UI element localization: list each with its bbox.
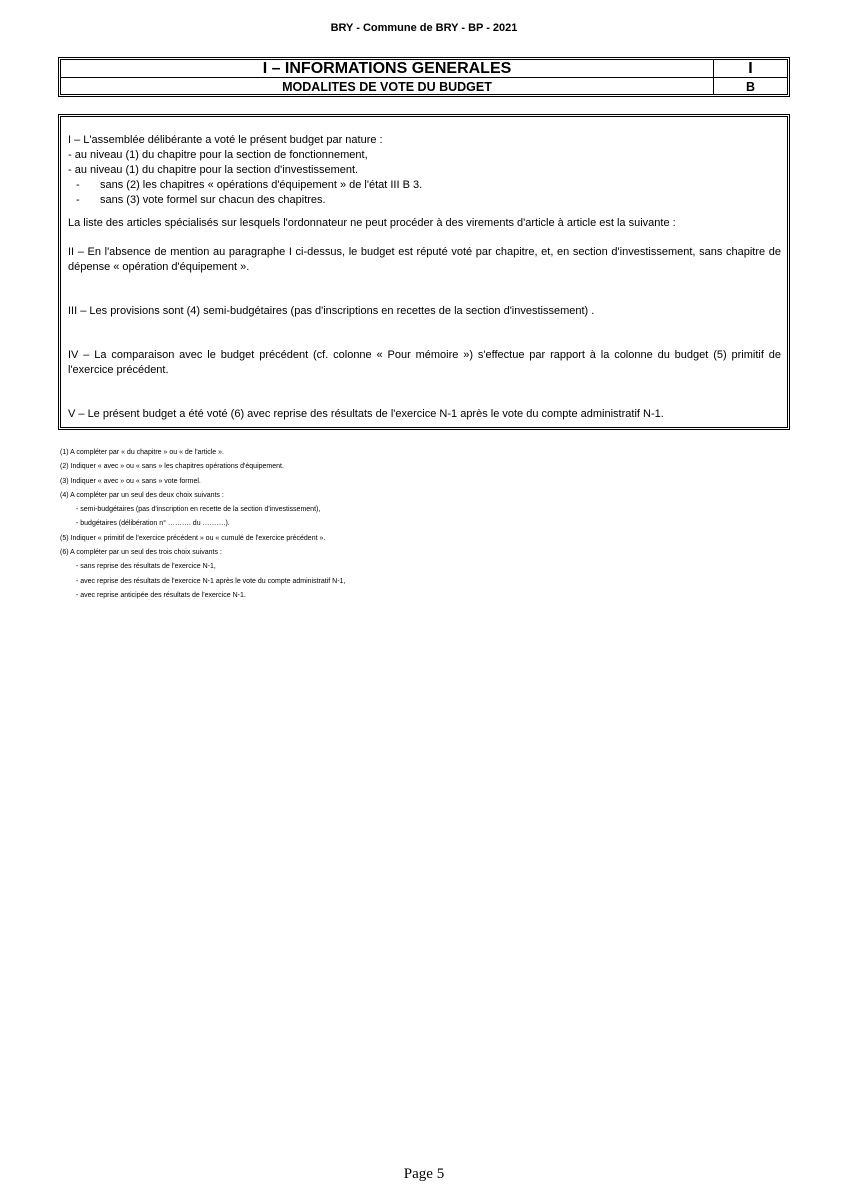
footnote-4-option-b: - budgétaires (délibération n° ………. du ……….). bbox=[76, 520, 230, 528]
subsection-code: B bbox=[745, 79, 756, 94]
page-number: Page 5 bbox=[403, 1166, 445, 1182]
paragraph-i-line-1: - au niveau (1) du chapitre pour la section de fonctionnement, bbox=[68, 149, 368, 161]
subtitle-row bbox=[61, 78, 787, 95]
paragraph-i-item-2: - sans (3) vote formel sur chacun des chapitres. bbox=[76, 194, 326, 206]
footnote-6: (6) A compléter par un seul des trois choix suivants : bbox=[60, 549, 222, 557]
footnote-2: (2) Indiquer « avec » ou « sans » les chapitres opérations d'équipement. bbox=[60, 463, 284, 471]
voting-modalities-box bbox=[58, 114, 790, 430]
paragraph-i-line-2: - au niveau (1) du chapitre pour la section d'investissement. bbox=[68, 164, 359, 176]
title-block bbox=[58, 57, 790, 97]
footnote-1: (1) A compléter par « du chapitre » ou « de l'article ». bbox=[60, 449, 224, 456]
paragraph-i-item-1-text: sans (2) les chapitres « opérations d'équipement » de l'état III B 3. bbox=[100, 179, 423, 191]
section-code: I bbox=[748, 59, 753, 77]
footnote-6-option-a: - sans reprise des résultats de l'exercice N-1, bbox=[76, 563, 216, 571]
paragraph-i-item-2-text: sans (3) vote formel sur chacun des chapitres. bbox=[100, 194, 326, 206]
footnote-5: (5) Indiquer « primitif de l'exercice précédent » ou « cumulé de l'exercice précédent ». bbox=[60, 534, 326, 542]
footnote-3: (3) Indiquer « avec » ou « sans » vote formel. bbox=[60, 477, 201, 485]
section-subtitle: MODALITES DE VOTE DU BUDGET bbox=[61, 78, 714, 95]
footnote-4: (4) A compléter par un seul des deux choix suivants : bbox=[60, 491, 224, 499]
footnote-4-option-a: - semi-budgétaires (pas d'inscription en recette de la section d'investissement), bbox=[76, 506, 321, 514]
footnotes bbox=[60, 446, 800, 603]
paragraph-i-intro: I – L'assemblée délibérante a voté le présent budget par nature : bbox=[68, 134, 383, 146]
paragraph-v: V – Le présent budget a été voté (6) avec reprise des résultats de l'exercice N-1 après le vote du compte administratif N-1. bbox=[68, 408, 664, 420]
footnote-6-option-c: - avec reprise anticipée des résultats de l'exercice N-1. bbox=[76, 591, 246, 599]
paragraph-ii: II – En l'absence de mention au paragraphe I ci-dessus, le budget est réputé voté par chapitre, et, en section d'investissement, sans chapitre de dépense « opération d'équipement ». bbox=[68, 246, 781, 273]
paragraph-iv: IV – La comparaison avec le budget précédent (cf. colonne « Pour mémoire ») s'effectue par rapport à la colonne du budget (5) primitif de l'exercice précédent. bbox=[68, 349, 781, 376]
section-title: I – INFORMATIONS GENERALES bbox=[61, 60, 714, 77]
paragraph-i-item-1: - sans (2) les chapitres « opérations d'équipement » de l'état III B 3. bbox=[76, 179, 423, 191]
specialized-articles-text: La liste des articles spécialisés sur lesquels l'ordonnateur ne peut procéder à des virements d'article à article est la suivante : bbox=[68, 217, 676, 229]
title-row bbox=[61, 60, 787, 78]
footnote-6-option-b: - avec reprise des résultats de l'exercice N-1 après le vote du compte administratif N-1, bbox=[76, 577, 346, 585]
paragraph-iii: III – Les provisions sont (4) semi-budgétaires (pas d'inscriptions en recettes de la section d'investissement) . bbox=[68, 305, 595, 317]
document-header: BRY - Commune de BRY - BP - 2021 bbox=[330, 22, 518, 34]
